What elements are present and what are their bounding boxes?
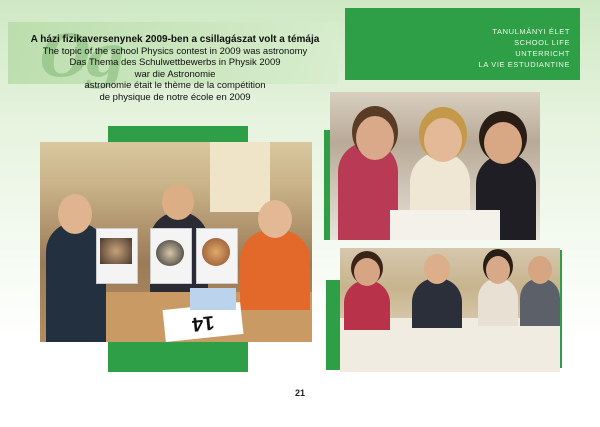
- star-map-sheet: [190, 288, 236, 310]
- section-titles: [479, 26, 570, 70]
- photo1-student-right-head: [258, 200, 292, 238]
- photo3-person-2: [412, 278, 462, 328]
- photo1-student-right: [240, 230, 310, 310]
- photo1-frame-top: [108, 126, 248, 142]
- decorative-letters: Og: [40, 22, 120, 90]
- caption-hungarian: A házi fizikaversenynek 2009-ben a csillagászat volt a témája: [30, 34, 320, 45]
- page-number: 21: [294, 388, 305, 398]
- photo3-person-1-head: [354, 258, 380, 286]
- caption-french-2: de physique de notre école en 2009: [99, 91, 251, 103]
- photo2-girl-right-head: [484, 122, 522, 164]
- photo2-papers: [390, 210, 500, 240]
- photo2-girl-left-head: [356, 116, 394, 160]
- section-title-fr: LA VIE ESTUDIANTINE: [478, 60, 570, 69]
- photo1-student-left-head: [58, 194, 92, 234]
- photo3-person-1: [344, 280, 390, 330]
- section-title-hu: TANULMÁNYI ÉLET: [492, 27, 570, 36]
- photo3-person-3-head: [486, 256, 510, 284]
- photo3-person-3: [478, 278, 518, 326]
- caption-german-2: war die Astronomie: [134, 68, 216, 80]
- photo-caption: [10, 34, 340, 103]
- caption-german-1: Das Thema des Schulwettbewerbs in Physik 2009: [69, 57, 281, 68]
- section-title-de: UNTERRICHT: [515, 49, 570, 58]
- number-card-label: 14: [190, 310, 216, 335]
- photo3-person-4-head: [528, 256, 552, 284]
- photo-classroom-students: [40, 142, 312, 342]
- planet-card-2-image: [156, 240, 184, 266]
- photo1-window: [210, 142, 270, 212]
- photo2-girl-middle-head: [424, 118, 462, 162]
- photo-jury-table: [340, 248, 560, 372]
- caption-french-1: astronomie était le thème de la compétition: [84, 80, 266, 91]
- section-title-en: SCHOOL LIFE: [514, 38, 570, 47]
- photo1-student-middle-head: [162, 184, 194, 220]
- photo1-frame-bottom: [108, 338, 248, 372]
- photo-three-girls: [330, 92, 540, 240]
- caption-english: The topic of the school Physics contest in 2009 was astronomy: [42, 45, 308, 57]
- photo3-person-2-head: [424, 254, 450, 284]
- planet-card-3-image: [202, 238, 230, 266]
- planet-card-1-image: [100, 238, 132, 264]
- photo3-person-4: [520, 278, 560, 326]
